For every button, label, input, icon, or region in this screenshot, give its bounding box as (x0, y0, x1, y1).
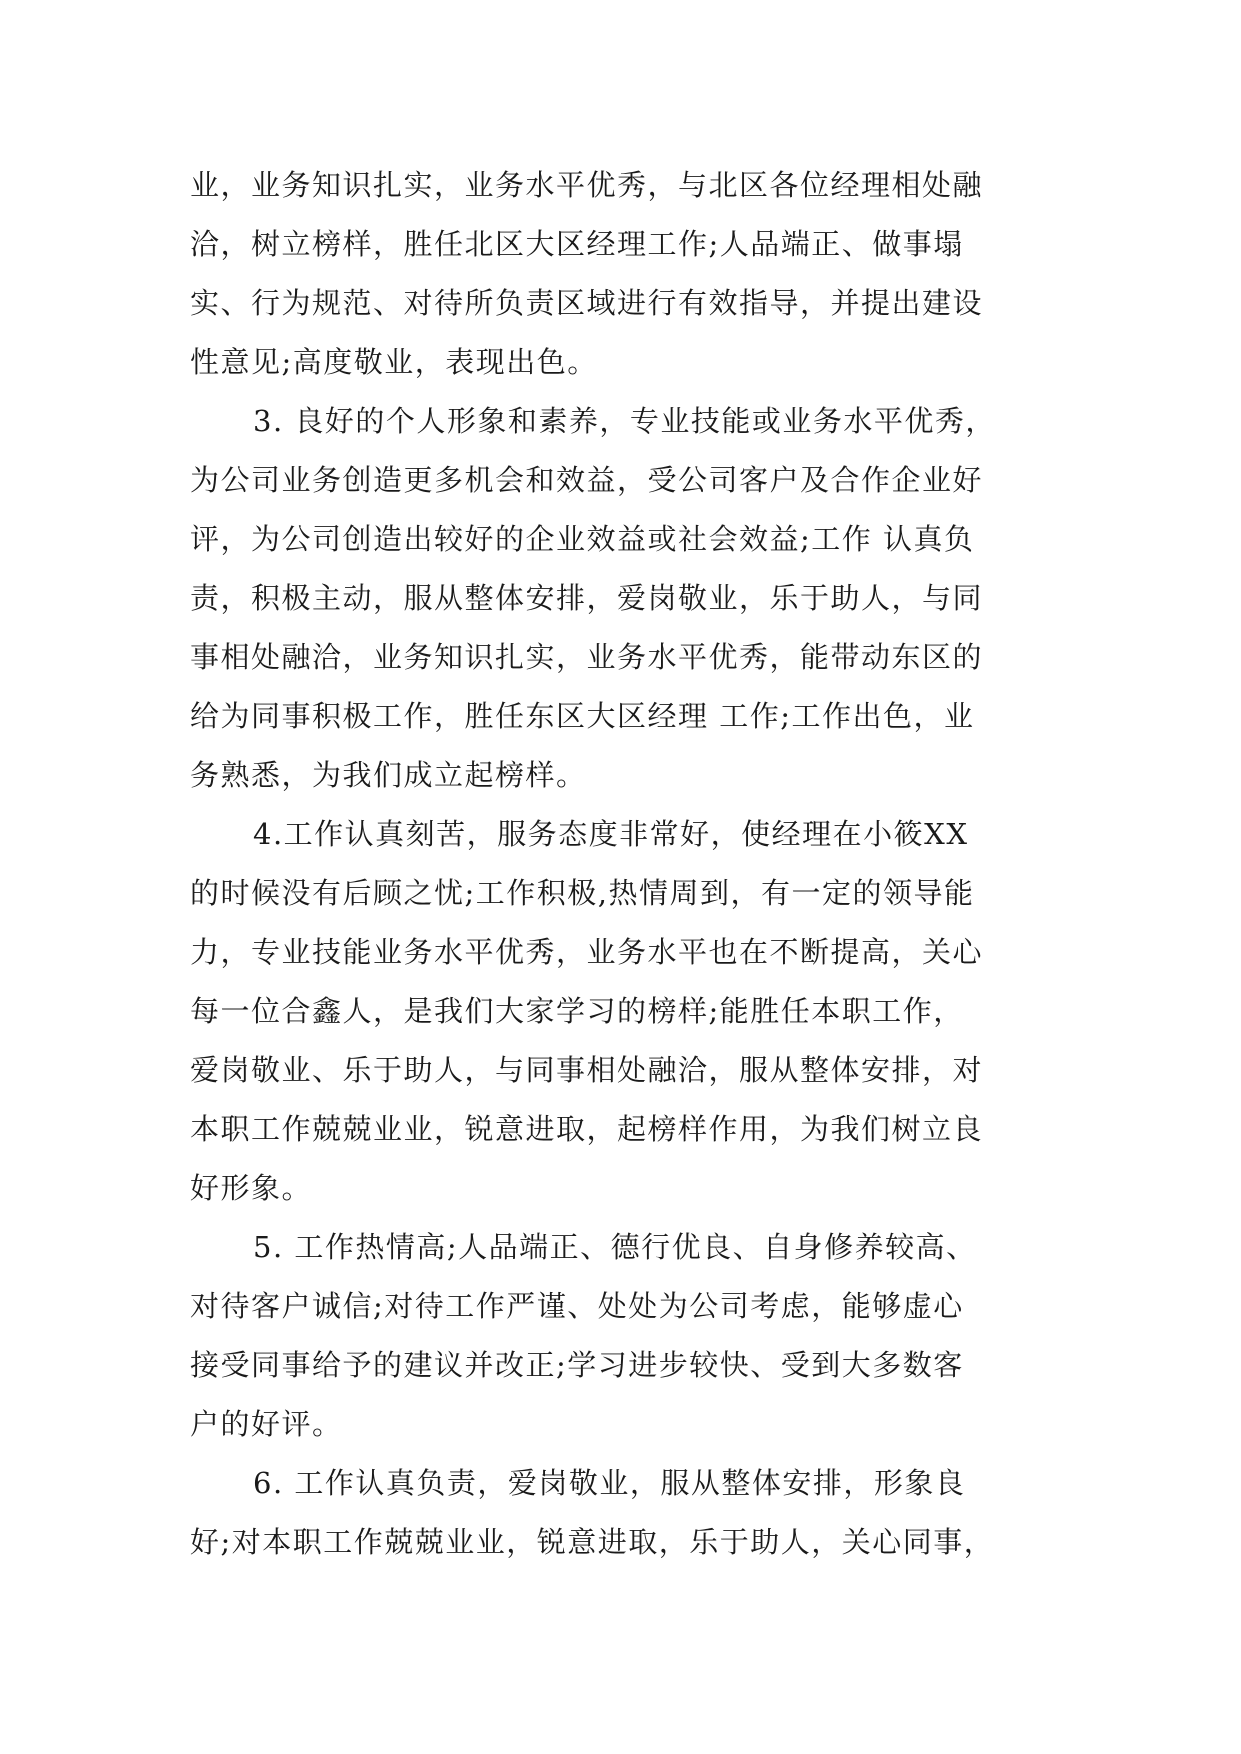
text-line: 4.工作认真刻苦，服务态度非常好，使经理在小筱XX (253, 817, 969, 851)
text-line: 好;对本职工作兢兢业业，锐意进取，乐于助人，关心同事， (190, 1525, 995, 1559)
text-line: 的时候没有后顾之忧;工作积极,热情周到，有一定的领导能 (190, 876, 975, 910)
text-line: 3. 良好的个人形象和素养，专业技能或业务水平优秀， (253, 404, 996, 438)
text-line: 5. 工作热情高;人品端正、德行优良、自身修养较高、 (253, 1230, 977, 1264)
text-line: 评，为公司创造出较好的企业效益或社会效益;工作 认真负 (190, 522, 975, 556)
text-line: 为公司业务创造更多机会和效益，受公司客户及合作企业好 (190, 463, 984, 497)
text-line: 力，专业技能业务水平优秀，业务水平也在不断提高，关心 (190, 935, 984, 969)
text-line: 好形象。 (190, 1171, 313, 1205)
text-line: 事相处融洽，业务知识扎实，业务水平优秀，能带动东区的 (190, 640, 984, 674)
document-body (190, 156, 1052, 1572)
text-line: 性意见;高度敬业，表现出色。 (190, 345, 598, 379)
text-line: 6. 工作认真负责，爱岗敬业，服从整体安排，形象良 (253, 1466, 966, 1500)
text-line: 接受同事给予的建议并改正;学习进步较快、受到大多数客 (190, 1348, 964, 1382)
text-line: 对待客户诚信;对待工作严谨、处处为公司考虑，能够虚心 (190, 1289, 964, 1323)
text-line: 给为同事积极工作，胜任东区大区经理 工作;工作出色，业 (190, 699, 975, 733)
text-line: 本职工作兢兢业业，锐意进取，起榜样作用，为我们树立良 (190, 1112, 984, 1146)
text-line: 责，积极主动，服从整体安排，爱岗敬业，乐于助人，与同 (190, 581, 984, 615)
text-line: 实、行为规范、对待所负责区域进行有效指导，并提出建设 (190, 286, 984, 320)
text-line: 务熟悉，为我们成立起榜样。 (190, 758, 587, 792)
text-line: 户的好评。 (190, 1407, 343, 1441)
text-line: 爱岗敬业、乐于助人，与同事相处融洽，服从整体安排，对 (190, 1053, 984, 1087)
text-line: 洽，树立榜样，胜任北区大区经理工作;人品端正、做事塌 (190, 227, 964, 261)
text-line: 业，业务知识扎实，业务水平优秀，与北区各位经理相处融 (190, 168, 984, 202)
text-line: 每一位合鑫人，是我们大家学习的榜样;能胜任本职工作， (190, 994, 964, 1028)
